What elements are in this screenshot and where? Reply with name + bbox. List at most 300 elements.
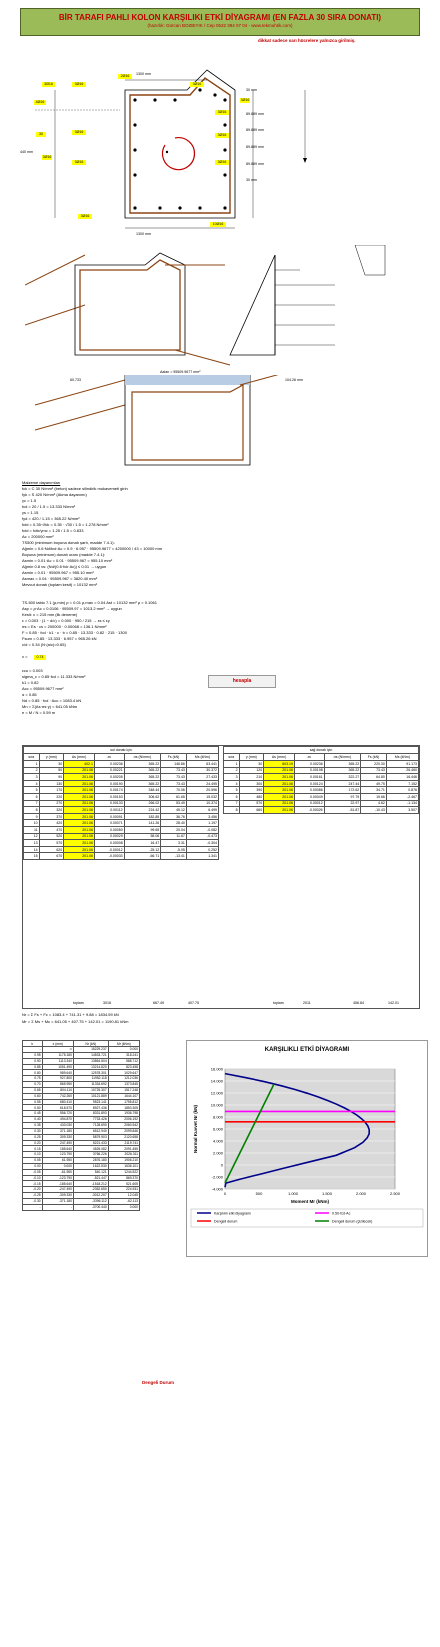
table-cell: 14533.721 [73, 1052, 108, 1058]
section-drawing [15, 50, 440, 235]
table-cell: 320 [39, 807, 64, 814]
right-table-title: sağ donatı için [224, 747, 419, 754]
top-bar-input-3[interactable]: 2Ø16 [118, 74, 132, 79]
y-tick-label: 2.000 [212, 1150, 223, 1156]
top-bar-input-2[interactable]: 3Ø16 [72, 82, 86, 87]
x-tick-label: 0 [223, 1191, 227, 1196]
table-cell: 120 [239, 767, 264, 774]
rebar-tables [22, 745, 420, 1009]
table-cell: 5 [224, 787, 240, 794]
table-cell: 309.330 [42, 1134, 73, 1140]
table-cell: 3 [224, 774, 240, 781]
side-bar-input-4[interactable]: 3Ø16 [42, 155, 52, 159]
table-cell: 7 [224, 800, 240, 807]
table-row [224, 761, 419, 768]
table-cell: 90 [39, 774, 64, 781]
table-cell: -2352.650 [73, 1187, 108, 1193]
table-cell: 1755.812 [108, 1099, 139, 1105]
calc-line-7: Fsum = 0.85 · 13.333 · 6.957 = 965.26 kN [22, 636, 97, 641]
table-cell: 201.06 [64, 793, 95, 800]
calc-line-2: Asp = ρ·Ac = 0.0106 · 95509.97 = 1013.2 mm² → uygun [22, 606, 122, 611]
table-cell: 0.00205 [94, 774, 124, 781]
table-cell: 620 [39, 846, 64, 853]
table-cell: -0.10 [23, 1175, 43, 1181]
table-cell: 521.605 [108, 1181, 139, 1187]
table-cell: -51.87 [324, 807, 361, 814]
summary-line-2: Mr = Σ Ms + Mc = 641.05 + 407.75 + 142.01 = 1190.81 kNm [22, 1019, 129, 1024]
table-cell: 4.62 [361, 800, 387, 807]
extra-line-5: α = 0.85 [22, 692, 37, 697]
table-cell: 0.60 [23, 1093, 43, 1099]
table-row [24, 820, 219, 827]
table-cell: 680.410 [42, 1099, 73, 1105]
table-row [24, 807, 219, 814]
table-cell: 7.152 [386, 780, 418, 787]
table-cell: 0.35 [23, 1122, 43, 1128]
y-tick-label: -2.000 [211, 1174, 223, 1180]
table-cell: 28.40 [161, 820, 187, 827]
table-cell: 201.06 [64, 846, 95, 853]
table-cell: -25.12 [124, 846, 161, 853]
table-cell: 123.790 [42, 1152, 73, 1158]
table-cell: 371.180 [42, 1128, 73, 1134]
table-cell: 11952.118 [73, 1076, 108, 1082]
x-tick-label: 500 [255, 1191, 263, 1196]
table-cell: 0.00198 [294, 767, 324, 774]
table-cell: 2091.455 [108, 1146, 139, 1152]
right-dim-6: 30 mm [246, 178, 257, 182]
table-cell: 6 [24, 793, 40, 800]
table-cell: 0.00012 [294, 800, 324, 807]
table-cell: 201.06 [64, 807, 95, 814]
table-cell: 0.00 [23, 1163, 43, 1169]
table-cell: -5.05 [161, 846, 187, 853]
table-cell: 0.000 [108, 1204, 139, 1210]
table-cell: -10.43 [361, 807, 387, 814]
table-cell: -185.640 [42, 1181, 73, 1187]
table-cell: 13214.820 [73, 1064, 108, 1070]
table-cell: 3766.226 [73, 1152, 108, 1158]
x-tick-label: 2.000 [355, 1191, 367, 1196]
chart-panel [186, 1040, 428, 1257]
table-cell: 603.19 [264, 761, 295, 768]
bottom-bar-input-2[interactable]: 10Ø16 [210, 222, 226, 227]
x-tick-label: 1.500 [321, 1191, 333, 1196]
table-cell: 4 [224, 780, 240, 787]
y-tick-label: 14.000 [210, 1078, 223, 1084]
table-cell: 365.22 [124, 761, 161, 768]
table-cell: 12 [24, 833, 40, 840]
table-cell: 0.00112 [94, 807, 124, 814]
table-cell: 185.640 [42, 1146, 73, 1152]
table-cell: 2006.192 [108, 1117, 139, 1123]
width-label: 1300 mm [136, 72, 151, 76]
table-cell: 5221.433 [73, 1140, 108, 1146]
table-cell: 201.06 [64, 853, 95, 860]
table-cell: 49.75 [361, 780, 387, 787]
input-line-14: Asmin = 0.01·Ac = 0.01 · 95509.967 = 955.10 mm² [22, 558, 113, 563]
table-cell: 0.252 [186, 846, 218, 853]
table-cell: 10725.307 [73, 1087, 108, 1093]
table-cell: 0.95 [23, 1052, 43, 1058]
table-cell: 2026.311 [108, 1152, 139, 1158]
table-cell: 11 [24, 826, 40, 833]
input-line-8: fctd = fctk/γmc = 1.25 / 1.5 = 0.833 [22, 528, 84, 533]
table-cell: 869.370 [108, 1175, 139, 1181]
table-cell: 0.75 [23, 1076, 43, 1082]
table-cell: 14 [24, 846, 40, 853]
input-line-12: Ağmin = 0.6·Nd/fcd·Ac = 0.9 · 6.957 · 95509.9677 = 4200000 / 43 = 10000 mm [22, 546, 163, 551]
table-cell: 45.12 [161, 807, 187, 814]
table-cell: 390 [239, 787, 264, 794]
table-cell: 8 [24, 807, 40, 814]
table-cell: 0.00236 [94, 761, 124, 768]
table-cell: 0.00161 [294, 774, 324, 781]
table-cell: 556.720 [42, 1111, 73, 1117]
top-bar-input-1[interactable]: 3Ø16 [42, 82, 55, 87]
left-total-fs: 667.49 [153, 1001, 164, 1005]
table-cell: 63.441 [186, 761, 218, 768]
material-heading: Malzeme dayanımları [22, 480, 61, 485]
table-cell: 7 [24, 800, 40, 807]
table-cell: 588.712 [108, 1058, 139, 1064]
y-tick-label: -4.000 [211, 1186, 223, 1192]
table-cell: 0.20 [23, 1140, 43, 1146]
right-total-fs: 456.84 [353, 1001, 364, 1005]
table-row [224, 793, 419, 800]
table-cell: 201.06 [264, 800, 295, 807]
table-cell: 7128.690 [73, 1122, 108, 1128]
table-cell: -0.082 [186, 826, 218, 833]
table-cell: 5 [24, 787, 40, 794]
right-dim-1: 30 mm [246, 88, 257, 92]
table-cell: 220.30 [361, 761, 387, 768]
input-line-15: Ağmin 0.8 vs: (Nd/(0.6·fck·Ac)) ≤ 0.01 → uygun [22, 564, 107, 569]
table-row [24, 840, 219, 847]
table-cell: 2 [24, 767, 40, 774]
table-cell: 12578.301 [73, 1070, 108, 1076]
table-cell: 0.40 [23, 1117, 43, 1123]
interaction-chart [187, 1055, 427, 1255]
table-cell: 15 [24, 853, 40, 860]
table-cell: -521.447 [73, 1175, 108, 1181]
table-row [24, 787, 219, 794]
table-cell: 470 [39, 826, 64, 833]
table-cell: 365.22 [124, 774, 161, 781]
input-line-5: γs = 1.15 [22, 510, 39, 515]
table-row [23, 1204, 140, 1210]
input-line-13: Boyuna (minimum) donatı oranı (madde 7.4.1): [22, 552, 106, 557]
table-cell: 201.06 [64, 813, 95, 820]
table-cell: 16.47 [124, 840, 161, 847]
right-dim-4: 89.889 mm [246, 145, 264, 149]
strain-diagram [25, 245, 425, 370]
table-cell: -0.00026 [294, 807, 324, 814]
table-cell: 0.00029 [94, 833, 124, 840]
table-cell: 0.876 [386, 787, 418, 794]
table-cell: 348.44 [124, 787, 161, 794]
table-cell: 365.22 [324, 761, 361, 768]
table-cell: 201.06 [264, 780, 295, 787]
stirrup [130, 78, 230, 213]
table-cell: 318.241 [108, 1052, 139, 1058]
width-label-bottom: 1300 mm [136, 232, 151, 236]
y-tick-label: 6.000 [212, 1126, 223, 1132]
table-cell: 220 [39, 793, 64, 800]
hesapla-button[interactable]: hesapla [208, 675, 276, 688]
table-cell: 70.06 [161, 787, 187, 794]
table-cell: 2119.741 [108, 1140, 139, 1146]
table-cell: 91.173 [386, 761, 418, 768]
table-cell: 1936.798 [108, 1111, 139, 1117]
x-input[interactable]: 0.74 [34, 655, 46, 660]
table-cell: 0.00153 [94, 793, 124, 800]
table-cell: 30 [39, 761, 64, 768]
table-cell: 34.71 [361, 787, 387, 794]
table-cell: 15.032 [186, 793, 218, 800]
table-cell: 365.22 [324, 767, 361, 774]
compression-zone [125, 375, 250, 385]
interaction-table: k x (mm) Nr (kN) Mr (kNm) - ∞ 15229.237 0.000 0.95 1175.180 14533.721 318.241 0.90 1113.340 13864.504 588.712 0.85 1051.490 13214.820 823.458 0.80 989.640 12578.301 1029.647 0.75 927.800 11952.118 1212.036 0.70 865.950 11334.692 1373.845 0.65 804.110 10725.307 1517.248 0.60 742.260 10121.889 1644.107 0.55 680.410 9523.141 1755.812 0.50 618.570 8927.436 1853.305 0.45 556.720 8331.893 1936.798 0.40 494.870 7733.426 2006.192 0.35 433.030 7128.690 2060.942 0.30 371.180 6512.940 2099.846 0.25 309.330 5879.903 2120.658 0.20 247.490 5221.433 2119.741 0.15 185.640 4525.082 2091.455 0.10 123.790 3766.226 2026.311 0.05 61.950 2876.180 1906.210 0.00 0.000 1622.530 1636.101 -0.05 -61.950 540.121 1244.522 -0.10 -123.790 -521.447 869.370 -0.15 -185.640 -1518.212 521.605 -0.20 -247.490 -2352.650 224.931 -0.25 -309.330 -3012.207 12.045 -0.30 -371.180 -3396.112 -62.113 - - -3700.440 0.000 [22, 1040, 140, 1211]
table-cell: 6 [224, 793, 240, 800]
table-row [224, 774, 419, 781]
table-cell: 1.341 [186, 853, 218, 860]
table-cell: 823.458 [108, 1064, 139, 1070]
table-cell: 201.06 [64, 833, 95, 840]
table-cell: 1.197 [186, 820, 218, 827]
table-cell: 6512.940 [73, 1128, 108, 1134]
table-cell: 8927.436 [73, 1105, 108, 1111]
extra-line-8: e = M / N = 0.59 m [22, 710, 56, 715]
table-cell: - [23, 1204, 43, 1210]
table-cell: 4 [24, 780, 40, 787]
cover-input[interactable]: 30 [36, 132, 46, 137]
table-cell: 927.800 [42, 1076, 73, 1082]
calc-line-8: c/d = 0.34 (N·(a/c)=0.65) [22, 642, 66, 647]
table-cell: 480 [239, 793, 264, 800]
table-cell: 30.372 [186, 767, 218, 774]
table-cell: 804.110 [42, 1087, 73, 1093]
table-cell: 365.22 [124, 767, 161, 774]
table-cell: 26.460 [386, 767, 418, 774]
table-cell: 0.80 [23, 1070, 43, 1076]
side-bar-input-1[interactable]: 4Ø16 [35, 100, 45, 104]
material-inputs [22, 480, 422, 588]
table-cell: 0.00091 [94, 813, 124, 820]
table-row [24, 774, 219, 781]
table-cell: 53.49 [161, 800, 187, 807]
input-note: dikkat sadece sarı hücrelere yalnızca girilmiş. [258, 38, 356, 43]
bottom-bar-input-1[interactable]: 3Ø16 [78, 214, 92, 219]
table-cell: -0.304 [186, 840, 218, 847]
extra-line-3: k1 = 0.82 [22, 680, 39, 685]
left-total-as: 3016 [103, 1001, 111, 1005]
table-cell: 266.02 [124, 800, 161, 807]
table-cell: 0.000 [42, 1163, 73, 1169]
table-cell: 201.06 [64, 800, 95, 807]
table-cell: 670 [39, 853, 64, 860]
page-title: BİR TARAFI PAHLI KOLON KARŞILIKI ETKİ DİYAGRAMI (EN FAZLA 30 SIRA DONATI) [58, 13, 382, 22]
table-cell: 0.00086 [294, 787, 324, 794]
table-cell: -13.41 [161, 853, 187, 860]
table-cell: 0.85 [23, 1064, 43, 1070]
table-row [24, 846, 219, 853]
legend-label: Karşılıklı etki diyagramı [214, 1211, 252, 1216]
right-total-label: toplam [273, 1001, 284, 1005]
table-cell: 494.870 [42, 1117, 73, 1123]
table-cell: 300 [239, 780, 264, 787]
table-cell: 0.50 [23, 1105, 43, 1111]
rebar-table-right: sağ donatı için sıra y (mm) As (mm²) εs σs (N/mm²) Fs (kN) Ms (kNm) 1 30 603.19 0.00236 365.22 220.30 91.173 2 120 201.06 0.00198 365.22 73.43 26.460 3 210 201.06 0.00161 322.27 64.80 16.446 4 300 201.06 0.00124 247.44 49.75 7.152 5 390 201.06 0.00086 172.62 34.71 0.876 6 480 201.06 0.00049 97.79 19.66 -2.467 7 570 201.06 0.00012 22.97 4.62 -1.134 8 660 201.06 -0.00026 -51.87 -10.43 3.507 [223, 746, 419, 814]
table-cell: 865.950 [42, 1082, 73, 1088]
table-cell: 19.66 [361, 793, 387, 800]
table-cell: 58.06 [124, 833, 161, 840]
dengeli-label: Dengeli Durum [142, 1380, 175, 1385]
side-bar-input-2[interactable]: 3Ø16 [72, 130, 86, 135]
table-cell: -62.113 [108, 1198, 139, 1204]
table-cell: 1051.490 [42, 1064, 73, 1070]
table-cell: 73.43 [161, 780, 187, 787]
right-bar-input-1[interactable]: 3Ø16 [215, 110, 229, 115]
table-cell: 618.570 [42, 1105, 73, 1111]
table-cell: 2120.658 [108, 1134, 139, 1140]
table-cell: 61.65 [161, 793, 187, 800]
table-cell: -3700.440 [73, 1204, 108, 1210]
table-cell: -2.467 [386, 793, 418, 800]
area-label: Aalan = 95509.9677 mm² [160, 370, 201, 374]
table-cell: -371.180 [42, 1198, 73, 1204]
right-bar-input-4[interactable]: 3Ø16 [240, 98, 250, 102]
rebar-table-left: sol donatı için sıra y (mm) As (mm²) εs σs (N/mm²) Fs (kN) Ms (kNm) 1 30 402.1 0.00236 365.22 146.86 63.441 2 50 201.06 0.00221 365.22 73.43 30.372 3 90 201.06 0.00205 365.22 73.43 27.433 4 130 201.06 0.00190 365.22 73.43 24.495 5 170 201.06 0.00174 348.44 70.06 20.596 6 220 201.06 0.00153 306.62 61.65 15.032 7 270 201.06 0.00133 266.02 53.49 10.374 8 320 201.06 0.00112 224.42 45.12 6.499 9 370 201.06 0.00091 182.85 36.76 3.456 10 420 201.06 0.00071 141.26 28.40 1.197 11 470 201.06 0.00050 99.65 20.04 -0.082 12 520 201.06 0.00029 58.06 11.67 -0.473 13 570 201.06 0.00008 16.47 3.31 -0.304 14 620 201.06 -0.00012 -25.12 -5.05 0.252 15 670 201.06 -0.00033 -66.71 -13.41 1.341 [23, 746, 219, 860]
table-cell: 6.499 [186, 807, 218, 814]
table-cell: 247.44 [324, 780, 361, 787]
table-cell: 201.06 [64, 820, 95, 827]
table-cell: 64.80 [361, 774, 387, 781]
table-cell: 201.06 [264, 787, 295, 794]
table-cell: -0.15 [23, 1181, 43, 1187]
y-tick-label: 10.000 [210, 1102, 223, 1108]
calc-line-3: Kesit: c = 215 mm (ilk deneme) [22, 612, 78, 617]
table-cell: 540.121 [73, 1169, 108, 1175]
table-cell: 73.43 [161, 767, 187, 774]
x-tick-label: 2.500 [389, 1191, 401, 1196]
table-cell: 270 [39, 800, 64, 807]
table-cell: 20.596 [186, 787, 218, 794]
page-header [20, 8, 420, 36]
table-cell: 24.495 [186, 780, 218, 787]
table-cell: 11334.692 [73, 1082, 108, 1088]
table-cell: 9 [24, 813, 40, 820]
table-cell: 1029.647 [108, 1070, 139, 1076]
table-cell: 30 [239, 761, 264, 768]
input-line-18: Mevcut donatı (toplam kesit) = 10132 mm² [22, 582, 98, 587]
table-row [224, 780, 419, 787]
right-total-as: 2011 [303, 1001, 311, 1005]
table-cell: 20.04 [161, 826, 187, 833]
table-cell: 365.22 [124, 780, 161, 787]
table-cell: 4525.082 [73, 1146, 108, 1152]
table-cell: 2099.846 [108, 1128, 139, 1134]
table-cell: 13 [24, 840, 40, 847]
page-subtitle: (hazırlık: Gürcan BOZBIYIK / Cep 0532 394 07 04 - www.tekmuhtik.com) [147, 23, 293, 28]
rebar-dots [133, 88, 226, 209]
side-bar-input-3[interactable]: 3Ø16 [72, 160, 86, 165]
rotation-arrow [162, 138, 194, 170]
table-cell: 0.00049 [294, 793, 324, 800]
table-cell: -61.950 [42, 1169, 73, 1175]
compression-area-drawing [25, 375, 425, 470]
calculation-block [22, 600, 422, 648]
calc-line-4: ε = 0.003 · (1 − d/c) = 0.000 · 950 / 215 → εs ≤ εy [22, 618, 110, 623]
legend-label: Dengeli durum [214, 1219, 238, 1224]
table-cell: -3012.207 [73, 1193, 108, 1199]
right-bar-input-3[interactable]: 3Ø16 [215, 160, 229, 165]
table-cell: 0.90 [23, 1058, 43, 1064]
table-cell: 0.70 [23, 1082, 43, 1088]
y-tick-label: 4.000 [212, 1138, 223, 1144]
input-line-3: γc = 1.5 [22, 498, 37, 503]
table-row [24, 780, 219, 787]
table-cell: 742.260 [42, 1093, 73, 1099]
left-table-title: sol donatı için [24, 747, 219, 754]
table-cell: 0.00124 [294, 780, 324, 787]
table-cell: 0.00133 [94, 800, 124, 807]
table-cell: 0.45 [23, 1111, 43, 1117]
table-cell: 402.1 [64, 761, 95, 768]
table-cell: 182.85 [124, 813, 161, 820]
table-cell: 10121.889 [73, 1093, 108, 1099]
table-cell: 201.06 [64, 826, 95, 833]
table-cell: 201.06 [64, 787, 95, 794]
table-cell: 146.86 [161, 761, 187, 768]
table-cell: 10.374 [186, 800, 218, 807]
extra-line-2: sigma_c = 0.85·fcd = 11.333 N/mm² [22, 674, 86, 679]
table-cell: 322.27 [324, 774, 361, 781]
table-cell: 433.030 [42, 1122, 73, 1128]
table-cell: -0.00012 [94, 846, 124, 853]
table-cell: 2060.942 [108, 1122, 139, 1128]
right-bar-input-2[interactable]: 3Ø16 [215, 133, 229, 138]
table-cell: 172.62 [324, 787, 361, 794]
table-cell: 201.06 [264, 774, 295, 781]
y-tick-label: 0 [220, 1162, 223, 1168]
table-cell: 130 [39, 780, 64, 787]
table-cell: 570 [39, 840, 64, 847]
table-cell: 0.00221 [94, 767, 124, 774]
calc-line-6: F = 0.85 · fcd · k1 · c · b = 0.85 · 13.333 · 0.82 · 215 · 1300 [22, 630, 127, 635]
table-cell: 5879.903 [73, 1134, 108, 1140]
table-cell: -309.330 [42, 1193, 73, 1199]
table-cell: 1644.107 [108, 1093, 139, 1099]
table-cell: 2876.180 [73, 1158, 108, 1164]
table-cell: 0.00174 [94, 787, 124, 794]
table-cell: 420 [39, 820, 64, 827]
table-cell: 15229.237 [73, 1047, 108, 1053]
table-cell: 99.65 [124, 826, 161, 833]
table-cell: ∞ [42, 1047, 73, 1053]
table-cell: 3 [24, 774, 40, 781]
x-input-label: x = [22, 654, 28, 659]
table-cell: 9523.141 [73, 1099, 108, 1105]
top-bar-input-4[interactable]: 3Ø16 [190, 82, 204, 87]
table-cell: -247.490 [42, 1187, 73, 1193]
x-tick-label: 1.000 [287, 1191, 299, 1196]
table-cell: - [42, 1204, 73, 1210]
legend-label: 0.50·fcd·Ac [332, 1211, 351, 1216]
table-cell: 73.43 [161, 774, 187, 781]
y-tick-label: 12.000 [210, 1090, 223, 1096]
table-cell: 10 [24, 820, 40, 827]
